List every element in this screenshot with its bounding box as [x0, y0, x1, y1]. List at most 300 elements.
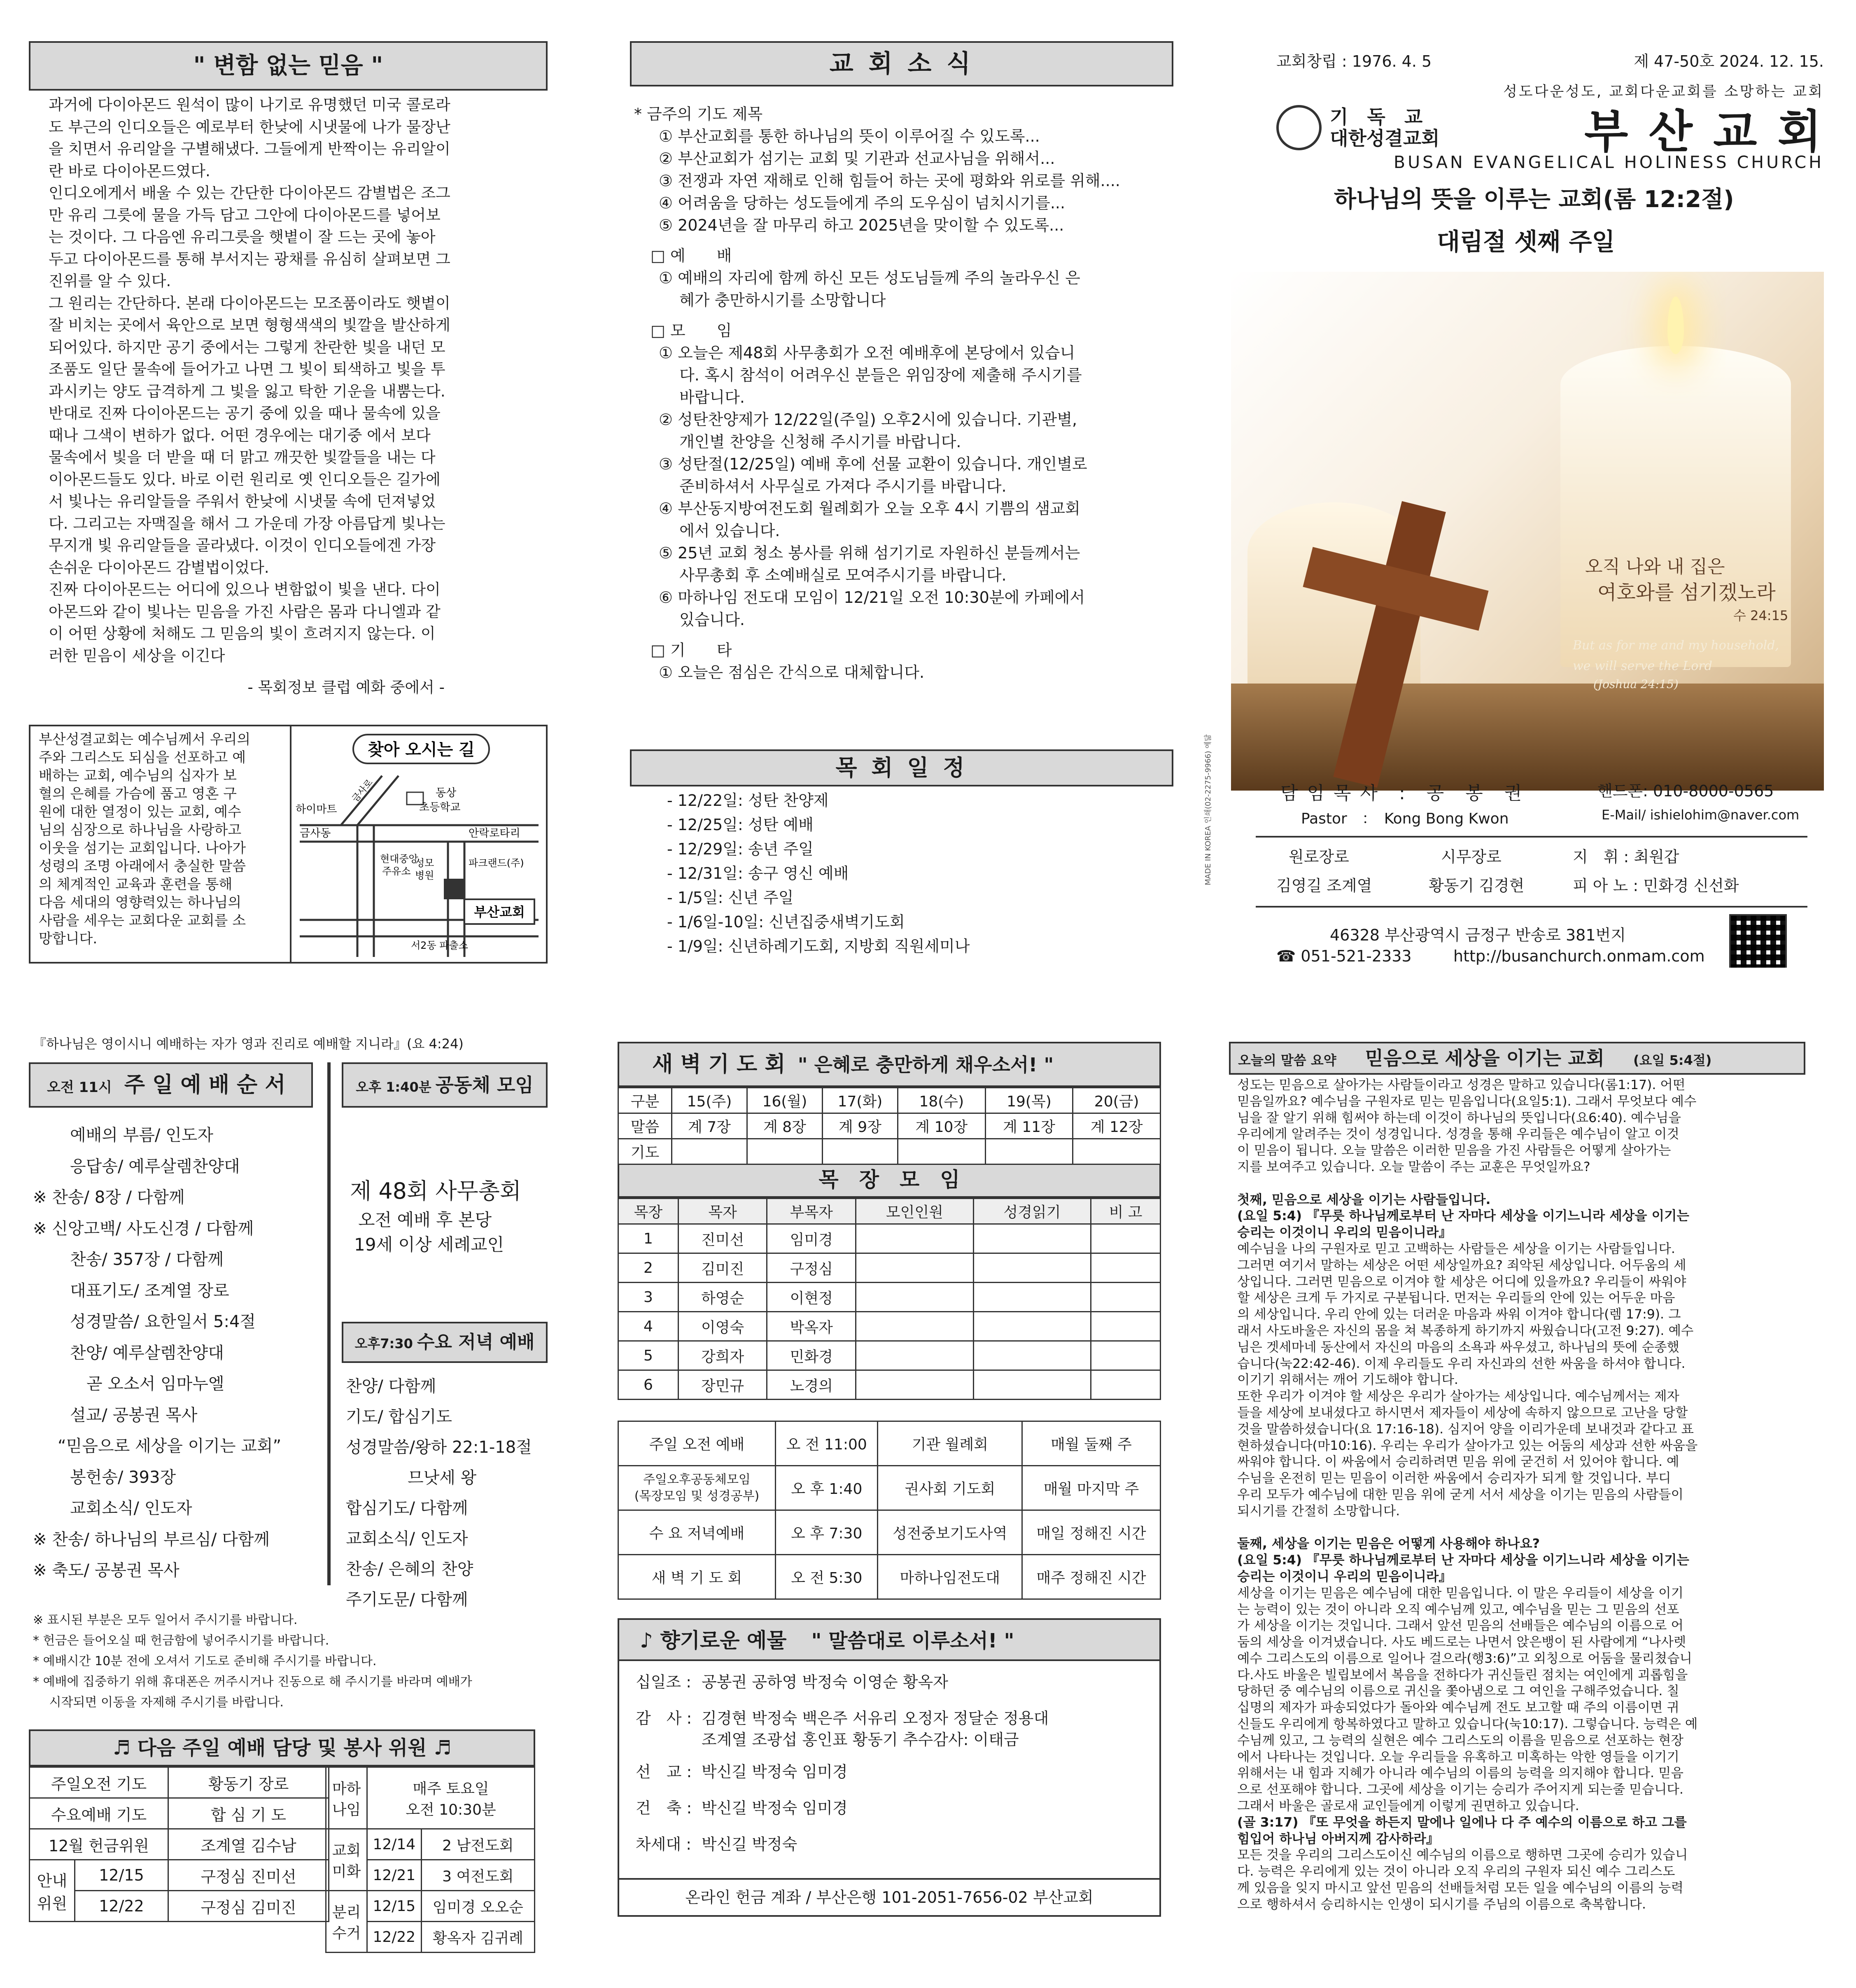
clean-date: 12/21: [367, 1860, 422, 1891]
map-label-statue: 동상: [436, 787, 457, 799]
issue-number: 제 47-50호 2024. 12. 15.: [1634, 52, 1824, 70]
cell-header: 비 고: [1091, 1199, 1161, 1224]
sermon-line: 믿음일까요? 예수님을 구원자로 믿는 믿음입니다(요일5:1). 그래서 무엇보다 예수: [1237, 1094, 1697, 1109]
offering-header: [619, 1620, 1159, 1661]
cover-verse-line-2: 여호와를 섬기겠노라: [1597, 581, 1776, 604]
duty-label: 주일오전 기도: [30, 1767, 168, 1798]
sermon-line: 님을 잘 알기 위해 힘써야 하는데 이것이 하나님의 뜻입니다(요6:40). 예수님을: [1237, 1110, 1681, 1125]
cell-group-cell: 김미진: [678, 1253, 767, 1283]
order-item: 응답송/ 예루살렘찬양대: [70, 1157, 240, 1176]
map-label-school: 초등학교: [419, 801, 461, 814]
service-time-row: [618, 1421, 1161, 1466]
illustration-line: 과거에 다이아몬드 원석이 많이 나기로 유명했던 미국 콜로라: [49, 96, 450, 114]
cell-group-row: [618, 1341, 1161, 1370]
map-title: 찾아 오시는 길: [368, 740, 475, 759]
illustration-line: 을 치면서 유리알을 구별해냈다. 그들에게 반짝이는 유리알이: [49, 140, 450, 158]
recycle-date: 12/15: [367, 1891, 422, 1922]
offering-row: [636, 1795, 1159, 1832]
cell-group-cell: 민화경: [767, 1341, 856, 1370]
staff-divider: [1256, 836, 1807, 838]
sermon-line: 싸워야 합니다. 이 싸움에서 승리하려면 믿음 위에 굳건히 서 있어야 합니다. 예: [1237, 1454, 1679, 1470]
service-time-cell: 오 전 5:30: [776, 1555, 878, 1599]
cell-group-empty: [1091, 1312, 1161, 1341]
dawn-header-row: [618, 1088, 1161, 1113]
sermon-line: [1237, 1520, 1805, 1536]
prayer-item: ⑤ 2024년을 잘 마무리 하고 2025년을 맞이할 수 있도록...: [659, 216, 1064, 234]
intro-line: 님의 심장으로 하나님을 사랑하고: [39, 822, 242, 838]
cell-group-row: [618, 1370, 1161, 1400]
prayer-item: ④ 어려움을 당하는 성도들에게 주의 도우심이 넘치시기를...: [659, 194, 1066, 212]
note-item: ※ 표시된 부분은 모두 일어서 주시기를 바랍니다.: [33, 1613, 298, 1627]
news-body: [630, 103, 1173, 684]
clean-group: 2 남전도회: [421, 1829, 534, 1860]
cell-group-empty: [973, 1224, 1091, 1253]
service-time-row: [618, 1555, 1161, 1599]
sermon-line: 힘입어 하나님 아버지께 감사하라』: [1237, 1831, 1439, 1846]
sermon-line: 예수님을 나의 구원자로 믿고 고백하는 사람들은 세상을 이기는 사람들입니다.: [1237, 1241, 1675, 1256]
cell-group-cell: 4: [618, 1312, 679, 1341]
sermon-line: 할 세상은 크게 두 가지로 구분됩니다. 먼저는 우리들의 안에 있는 어두운 마음: [1237, 1290, 1675, 1306]
cell-group-empty: [973, 1341, 1091, 1370]
sermon-line: 다.사도 바울은 빌립보에서 복음을 전하다가 귀신들린 점치는 여인에게 괴롭힘을: [1237, 1667, 1688, 1682]
panel-sermon-summary: [1229, 1042, 1805, 1968]
dawn-prayer-subtitle: " 은혜로 충만하게 채우소서! ": [797, 1054, 1054, 1076]
cell-group-empty: [856, 1341, 974, 1370]
community-title: 공동체 모임: [435, 1074, 534, 1096]
note-item: 시작되면 이동을 자제해 주시기를 바랍니다.: [33, 1695, 284, 1710]
map-label-gas: 주유소: [382, 866, 411, 877]
flame-icon: [1667, 296, 1684, 354]
cell-group-empty: [1091, 1253, 1161, 1283]
church-tel: ☎ 051-521-2333: [1276, 947, 1412, 965]
clean-label: 교회미화: [326, 1829, 367, 1891]
pastor-phone: 핸드폰: 010-8000-0565: [1597, 782, 1774, 800]
dawn-cell: 계 10장: [898, 1113, 985, 1139]
cell-group-cell: 구정심: [767, 1253, 856, 1283]
cell-group-row: [618, 1312, 1161, 1341]
order-item: ※ 찬송/ 8장 / 다함께: [33, 1188, 185, 1207]
sermon-line: 현하셨습니다(마10:16). 우리는 우리가 살아가고 있는 어둠의 세상과 선한 싸움을: [1237, 1438, 1698, 1453]
dawn-cell: 계 9장: [822, 1113, 898, 1139]
meeting-item: 준비하셔서 사무실로 가져다 주시기를 바랍니다.: [659, 477, 1007, 495]
schedule-item: - 12/29일: 송년 주일: [667, 840, 814, 858]
sermon-line: 우리에게 알려주는 것이 성경입니다. 성경을 통해 우리들은 예수님이 알고 이것: [1237, 1127, 1679, 1142]
meeting-item: 있습니다.: [659, 611, 745, 629]
offering-names: 박신길 박정숙 임미경: [702, 1763, 848, 1781]
meeting-item: 개인별 찬양을 신청해 주시기를 바랍니다.: [659, 433, 961, 451]
directions-map: [290, 726, 546, 962]
service-time-row: [618, 1510, 1161, 1555]
order-item: 곧 오소서 임마누엘: [86, 1374, 224, 1393]
sunday-order-title: 주 일 예 배 순 서: [124, 1073, 286, 1097]
cell-group-empty: [1091, 1224, 1161, 1253]
meeting-list: [630, 342, 1173, 631]
service-time-cell: 매일 정해진 시간: [1022, 1510, 1161, 1555]
cell-group-cell: 5: [618, 1341, 679, 1370]
worship-item: 혜가 충만하시기를 소망합니다: [659, 291, 886, 309]
cell-group-row: [618, 1253, 1161, 1283]
service-time-cell: 오 후 1:40: [776, 1466, 878, 1510]
etc-list: [630, 661, 1173, 684]
wednesday-item: 찬송/ 은혜의 찬양: [346, 1560, 473, 1579]
cell-group-empty: [856, 1283, 974, 1312]
schedule-list: [667, 789, 970, 959]
note-item: * 예배시간 10분 전에 오셔서 기도로 준비해 주시기를 바랍니다.: [33, 1654, 377, 1668]
dawn-cell: [747, 1139, 822, 1164]
offering-category: 십일조 :: [636, 1673, 692, 1691]
cell-group-cell: 이현정: [767, 1283, 856, 1312]
dawn-word-row: [618, 1113, 1161, 1139]
illustration-line: 이아몬드들도 있다. 바로 이런 원리로 옛 인디오들은 길가에: [49, 470, 441, 488]
sermon-line: 상입니다. 그러면 믿음으로 이겨야 할 세상은 어디에 있을까요? 우리들이 싸워야: [1237, 1274, 1686, 1289]
offering-names: 김경현 박정숙 백은주 서유리 오정자 정달순 정용대: [702, 1709, 1049, 1727]
illustration-line: 그 원리는 간단하다. 본래 다이아몬드는 모조품이라도 햇볕이: [49, 294, 450, 312]
dawn-cell: 17(화): [822, 1088, 898, 1113]
cell-header: 목자: [678, 1199, 767, 1224]
map-label-geumsa: 금사동: [300, 827, 331, 840]
community-time: 오후 1:40분: [356, 1079, 431, 1095]
dawn-cell: 말씀: [618, 1113, 672, 1139]
illustration-line: 도 부근의 인디오들은 예로부터 한낮에 시냇물에 나가 물장난: [49, 118, 450, 136]
service-time-cell: 오 전 11:00: [776, 1421, 878, 1466]
sermon-line: 수님께 있고, 그 능력의 실현은 예수 그리스도의 이름을 믿음으로 선포하는 현장: [1237, 1733, 1683, 1748]
cell-group-row: [618, 1224, 1161, 1253]
wednesday-item: 주기도문/ 다함께: [346, 1590, 468, 1609]
etc-item: ① 오늘은 점심은 간식으로 대체합니다.: [659, 663, 925, 681]
service-time-row: [618, 1466, 1161, 1510]
church-intro-box: [29, 725, 548, 964]
offering-list: [619, 1661, 1159, 1868]
dawn-cell: [672, 1139, 747, 1164]
order-item: 예배의 부름/ 인도자: [70, 1126, 214, 1145]
sermon-line: 되시기를 간절히 소망합니다.: [1237, 1503, 1400, 1519]
intro-line: 다음 세대의 영향력있는 하나님의: [39, 894, 242, 911]
service-time-cell: 주일오후공동체모임 (목장모임 및 성경공부): [618, 1466, 776, 1510]
sermon-line: 승리는 이것이니 우리의 믿음이니라』: [1237, 1569, 1452, 1584]
sermon-line: 십명의 제자가 파송되었다가 돌아와 예수님께 전도 보고할 때 주의 이름이면 귀: [1237, 1700, 1679, 1715]
order-divider: [327, 1062, 331, 1585]
clean-date: 12/14: [367, 1829, 422, 1860]
offering-category: 선 교 :: [636, 1763, 692, 1781]
order-item: 봉헌송/ 393장: [70, 1468, 176, 1487]
sermon-line: 의 세상입니다. 우리 안에 있는 더러운 마음과 싸워 이겨야 합니다(렘 17:9). 그: [1237, 1307, 1681, 1322]
illustration-line: 진짜 다이아몬드는 어디에 있으나 변함없이 빛을 낸다. 다이: [49, 581, 441, 598]
offering-row: [636, 1759, 1159, 1795]
sermon-line: (요일 5:4) 『무릇 하나님께로부터 난 자마다 세상을 이기느니라 세상을 이기는: [1237, 1209, 1689, 1224]
map-label-police: 서2동 파출소: [411, 940, 468, 951]
meeting-item: ⑤ 25년 교회 청소 봉사를 위해 섬기기로 자원하신 분들께서는: [659, 544, 1080, 562]
worship-list: [630, 267, 1173, 311]
note-item: * 헌금은 들어오실 때 헌금함에 넣어주시기를 바랍니다.: [33, 1633, 329, 1648]
dawn-prayer-table: [618, 1087, 1161, 1165]
sermon-line: 당하던 중 예수님의 이름으로 귀신을 쫓아냄으로 그 여인을 구해주었습니다. 칠: [1237, 1684, 1679, 1699]
illustration-title: " 변함 없는 믿음 ": [29, 41, 548, 91]
map-label-hyundai: 현대중앙: [380, 853, 418, 865]
intro-line: 배하는 교회, 예수님의 십자가 보: [39, 768, 237, 784]
illustration-line: 두고 다이아몬드를 통해 부서지는 광채를 유심히 살펴보면 그: [49, 250, 450, 268]
intro-line: 주와 그리스도 되심을 선포하고 예: [39, 749, 246, 766]
active-elders-names: 황동기 김경현: [1429, 877, 1525, 895]
offering-subtitle: " 말씀대로 이루소서! ": [811, 1629, 1014, 1652]
map-roads: [300, 825, 539, 957]
sermon-line: 이 믿음이 됩니다. 오늘 말씀은 이러한 믿음을 가진 사람들은 어떻게 살아가는: [1237, 1143, 1671, 1158]
sermon-line: 이기기 위해서는 깨어 기도해야 합니다.: [1237, 1372, 1458, 1388]
order-item: 설교/ 공봉권 목사: [70, 1405, 198, 1425]
printer-note: MADE IN KOREA 인쇄(02-2275-9966) 예닮: [1204, 734, 1212, 885]
sermon-line: 다. 능력은 우리에게 있는 것이 아니라 오직 우리의 구원자 되신 예수 그리스도: [1237, 1864, 1675, 1879]
sermon-line: 신들도 우리에게 항복하였다고 말하고 있습니다(눅10:17). 그렇습니다. 능력은 예: [1237, 1717, 1698, 1732]
sunday-order-list: [33, 1120, 281, 1587]
sermon-line: 으로 선포해야 합니다. 그곳에 세상을 이기는 승리가 주어지게 되는줄 믿습니다.: [1237, 1782, 1683, 1797]
schedule-title: 목 회 일 정: [630, 749, 1173, 786]
offering-row: [636, 1706, 1159, 1727]
guide-date: 12/15: [75, 1860, 168, 1891]
dawn-cell: 구분: [618, 1088, 672, 1113]
order-item: 찬송/ 357장 / 다함께: [70, 1250, 224, 1269]
dawn-cell: 계 8장: [747, 1113, 822, 1139]
general-assembly-title: 제 48회 사무총회: [350, 1178, 522, 1204]
cover-english-verse-3: (Joshua 24:15): [1593, 677, 1679, 691]
sermon-line: (요일 5:4) 『무릇 하나님께로부터 난 자마다 세상을 이기느니라 세상을 이기는: [1237, 1553, 1689, 1568]
mahanaim-hour: 오전 10:30분: [406, 1801, 496, 1818]
prayer-item: ③ 전쟁과 자연 재해로 인해 힘들어 하는 곳에 평화와 위로를 위해....: [659, 172, 1120, 190]
cell-group-empty: [1091, 1341, 1161, 1370]
sermon-line: 둠의 세상을 이겨냈습니다. 사도 베드로는 나면서 앉은뱅이 된 사람에게 “나사렛: [1237, 1635, 1686, 1650]
wednesday-item: 므낫세 왕: [408, 1468, 477, 1487]
mahanaim-label: 마하나임: [326, 1767, 367, 1829]
pianist: 피 아 노 : 민화경 신선화: [1573, 877, 1739, 895]
pastor-english-name: Pastor ： Kong Bong Kwon: [1301, 810, 1509, 827]
sermon-line: 것을 말씀하셨습니다(요 17:16-18). 심지어 양을 이리가운데 보내것과 같다고 표: [1237, 1421, 1694, 1437]
order-item: 성경말씀/ 요한일서 5:4절: [70, 1312, 256, 1331]
service-time-cell: 새 벽 기 도 회: [618, 1555, 776, 1599]
service-time-cell: 오 후 7:30: [776, 1510, 878, 1555]
schedule-item: - 12/31일: 송구 영신 예배: [667, 864, 849, 882]
cell-group-empty: [1091, 1370, 1161, 1400]
map-label-himart: 하이마트: [296, 803, 337, 816]
illustration-body: [29, 94, 548, 667]
etc-title: □ 기 타: [651, 641, 732, 659]
elders-names: 김영길 조계열: [1276, 877, 1372, 895]
church-theme: 하나님의 뜻을 이루는 교회(롬 12:2절): [1334, 186, 1734, 213]
duty-value: 합 심 기 도: [168, 1798, 329, 1829]
cell-group-empty: [856, 1224, 974, 1253]
service-time-cell: 성전중보기도사역: [878, 1510, 1022, 1555]
map-label-hospital: 병원: [415, 870, 434, 881]
note-item: * 예배에 집중하기 위해 휴대폰은 꺼주시거나 진동으로 해 주시기를 바라며 예배가: [33, 1675, 472, 1689]
sermon-line: [1237, 1176, 1805, 1192]
cell-group-cell: 6: [618, 1370, 679, 1400]
sermon-title: 믿음으로 세상을 이기는 교회: [1365, 1047, 1604, 1069]
dawn-cell: 18(수): [898, 1088, 985, 1113]
church-name: 부 산 교 회: [1584, 105, 1824, 158]
cell-group-cell: 이영숙: [678, 1312, 767, 1341]
illustration-line: 잘 비치는 곳에서 육안으로 보면 형형색색의 빛깔을 발산하게: [49, 316, 450, 334]
recycle-date: 12/22: [367, 1922, 422, 1953]
illustration-line: 인디오에게서 배울 수 있는 간단한 다이아몬드 감별법은 조그: [49, 184, 450, 202]
cover-verse-line-1: 오직 나와 내 집은: [1585, 556, 1725, 577]
sermon-header: [1229, 1042, 1805, 1075]
illustration-line: 반대로 진짜 다이아몬드는 공기 중에 있을 때나 물속에 있을: [49, 404, 441, 422]
illustration-line: 조품도 일단 물속에 들어가고 나면 그 빛이 퇴색하고 빛을 투: [49, 360, 445, 378]
dawn-cell: 16(월): [747, 1088, 822, 1113]
general-assembly-who: 19세 이상 세례교인: [354, 1234, 504, 1255]
dawn-cell: 20(금): [1073, 1088, 1161, 1113]
map-svg: [291, 726, 548, 962]
service-time-cell: 매월 둘째 주: [1022, 1421, 1161, 1466]
order-item: 찬양/ 예루살렘찬양대: [70, 1343, 224, 1363]
bible-icon: [1231, 684, 1824, 791]
illustration-line: 되어있다. 하지만 공기 중에서는 그렇게 찬란한 빛을 내던 모: [49, 338, 445, 356]
cell-group-cell: 임미경: [767, 1224, 856, 1253]
panel-cover: [1231, 41, 1824, 968]
cell-group-empty: [973, 1283, 1091, 1312]
cell-group-cell: 장민규: [678, 1370, 767, 1400]
illustration-line: 이 어떤 상황에 처해도 그 믿음의 빛이 흐려지지 않는다. 이: [49, 625, 436, 642]
meeting-item: ② 성탄찬양제가 12/22일(주일) 오후2시에 있습니다. 기관별,: [659, 411, 1077, 429]
conductor: 지 휘 : 최원갑: [1573, 848, 1679, 866]
duty-value: 황동기 장로: [168, 1767, 329, 1798]
worship-title: □ 예 배: [651, 247, 732, 265]
offering-names: 박신길 박정숙 임미경: [702, 1799, 848, 1817]
denomination-1: 기 독 교: [1330, 106, 1423, 128]
service-time-cell: 주일 오전 예배: [618, 1421, 776, 1466]
service-time-cell: 마하나임전도대: [878, 1555, 1022, 1599]
panel-worship-order: [29, 1034, 552, 1968]
intro-line: 혈의 은혜를 가슴에 품고 영혼 구: [39, 786, 237, 802]
cell-group-empty: [973, 1312, 1091, 1341]
sermon-line: 세상을 이기는 믿음은 예수님에 대한 믿음입니다. 이 말은 우리들이 세상을 이기: [1237, 1585, 1683, 1601]
offering-box: [618, 1618, 1161, 1917]
sermon-line: 성도는 믿음으로 살아가는 사람들이라고 성경은 말하고 있습니다(롬1:17). 어떤: [1237, 1078, 1686, 1092]
service-time-cell: 기관 월례회: [878, 1421, 1022, 1466]
offering-row: [636, 1832, 1159, 1868]
cell-group-cell: 노경의: [767, 1370, 856, 1400]
schedule-item: - 1/6일-10일: 신년집중새벽기도회: [667, 913, 905, 931]
order-item: 대표기도/ 조계열 장로: [70, 1281, 229, 1300]
pastor-name: 담 임 목 사 : 공 봉 권: [1280, 783, 1524, 804]
intro-line: 원에 대한 열정이 있는 교회, 예수: [39, 804, 241, 820]
cell-group-cell: 하영순: [678, 1283, 767, 1312]
elders-label: 원로장로: [1289, 848, 1349, 866]
meeting-item: 사무총회 후 소예배실로 모여주시기를 바랍니다.: [659, 566, 1007, 584]
sermon-line: (골 3:17) 『또 무엇을 하든지 말에나 일에나 다 주 예수의 이름으로 하고 그를: [1237, 1815, 1687, 1830]
dawn-prayer-row: [618, 1139, 1161, 1164]
sermon-line: 께 있음을 잊지 마시고 앞선 믿음의 선배들처럼 모든 일을 예수님의 이름의 능력: [1237, 1881, 1683, 1896]
cell-group-cell: 강희자: [678, 1341, 767, 1370]
duty-label: 12월 헌금위원: [30, 1829, 168, 1860]
sunday-name: 대림절 셋째 주일: [1437, 228, 1615, 256]
slogan: 성도다운성도, 교회다운교회를 소망하는 교회: [1503, 84, 1824, 100]
intro-line: 이웃을 섬기는 교회입니다. 나아가: [39, 840, 246, 856]
cell-group-cell: 1: [618, 1224, 679, 1253]
recycle-label: 분리수거: [326, 1891, 367, 1953]
service-time-cell: 권사회 기도회: [878, 1466, 1022, 1510]
sermon-line: 우리 모두가 예수님에 대한 믿음 위에 굳게 서서 세상을 이기는 믿음의 사람들이: [1237, 1487, 1683, 1502]
online-account: 온라인 헌금 계좌 / 부산은행 101-2051-7656-02 부산교회: [619, 1878, 1159, 1915]
wednesday-item: 찬양/ 다함께: [346, 1377, 436, 1396]
service-time-cell: 수 요 저녁예배: [618, 1510, 776, 1555]
illustration-line: 때나 그색이 변하가 없다. 어떤 경우에는 대기중 에서 보다: [49, 426, 431, 444]
service-times-table: [618, 1421, 1161, 1600]
guide-names: 구정심 진미선: [168, 1860, 329, 1891]
offering-names: 박신길 박정숙: [702, 1835, 797, 1853]
cell-group-cell: 진미선: [678, 1224, 767, 1253]
order-item: ※ 찬송/ 하나님의 부르심/ 다함께: [33, 1530, 270, 1549]
map-label-church: 부산교회: [474, 904, 525, 920]
illustration-line: 는 것이다. 그 다음엔 유리그릇을 햇볕이 잘 드는 곳에 놓아: [49, 228, 436, 246]
clean-group: 3 여전도회: [421, 1860, 534, 1891]
offering-title: ♪ 향기로운 예물: [640, 1629, 787, 1652]
order-item: ※ 축도/ 공봉권 목사: [33, 1561, 180, 1580]
worship-notes: [33, 1610, 472, 1713]
cell-group-empty: [856, 1312, 974, 1341]
offering-category: 감 사 :: [636, 1709, 692, 1727]
staff-divider-2: [1256, 906, 1807, 908]
panel-church-news: [630, 41, 1173, 968]
illustration-line: 과시키는 양도 급격하게 그 빛을 잃고 탁한 기운을 내뿜는다.: [49, 382, 445, 400]
cell-group-row: [618, 1283, 1161, 1312]
cover-verse-ref: 수 24:15: [1733, 608, 1788, 623]
illustration-source: - 목회정보 클럽 예화 중에서 -: [247, 679, 445, 696]
sermon-line: 위해서는 내 힘과 지혜가 아니라 예수님의 이름의 능력을 의지해야 합니다. 믿음: [1237, 1766, 1683, 1781]
sunday-order-time: 오전 11시: [47, 1079, 112, 1096]
cell-header: 부목자: [767, 1199, 856, 1224]
sermon-line: 수님을 온전히 믿는 믿음이 이러한 싸움에서 승리자가 되게 할 것입니다. 부디: [1237, 1471, 1671, 1486]
worship-verse: 『하나님은 영이시니 예배하는 자가 영과 진리로 예배할 지니라』(요 4:24): [33, 1036, 464, 1052]
map-label-geumsaro: 금사로: [350, 777, 375, 805]
cell-group-cell: 2: [618, 1253, 679, 1283]
map-label-seongmo: 성모: [415, 857, 434, 869]
offering-names: 공봉권 공하영 박정숙 이영순 황옥자: [702, 1673, 948, 1691]
cell-header: 모인인원: [856, 1199, 974, 1224]
wednesday-item: 기도/ 합심기도: [346, 1407, 452, 1426]
recycle-names: 황옥자 김귀례: [421, 1922, 534, 1953]
dawn-cell: 19(목): [985, 1088, 1073, 1113]
cell-header: 목장: [618, 1199, 679, 1224]
sermon-line: 또한 우리가 이겨야 할 세상은 우리가 살아가는 세상입니다. 예수님께서는 제자: [1237, 1389, 1679, 1404]
sermon-line: 예수 그리스도의 이름으로 일어나 걸으라(행3:6)”고 외칭으로 어둠을 물리쳤습니: [1237, 1651, 1692, 1666]
sermon-line: 습니다(눅22:42-46). 이제 우리들도 우리 자신과의 선한 싸움을 하셔야 합니다.: [1237, 1356, 1686, 1371]
prayer-title: * 금주의 기도 제목: [634, 105, 763, 123]
qr-code-icon: [1729, 914, 1787, 968]
cover-english-verse-2: we will serve the Lord: [1573, 659, 1712, 673]
dawn-prayer-title: 새 벽 기 도 회: [652, 1052, 786, 1077]
church-intro-text: [39, 730, 294, 948]
panel-sermon-illustration: [29, 41, 548, 968]
sunday-order-header: [29, 1062, 313, 1108]
intro-line: 부산성결교회는 예수님께서 우리의: [39, 731, 251, 748]
dawn-cell: [822, 1139, 898, 1164]
sermon-line: 모든 것을 우리의 그리스도이신 예수님의 이름으로 행하면 그곳에 승리가 있습니: [1237, 1848, 1688, 1863]
church-website[interactable]: http://busanchurch.onmam.com: [1453, 947, 1705, 965]
meeting-item: ① 오늘은 제48회 사무총회가 오전 예배후에 본당에서 있습니: [659, 344, 1075, 362]
duty-title: ♬ 다음 주일 예배 담당 및 봉사 위원 ♬: [29, 1729, 535, 1766]
church-address: 46328 부산광역시 금정구 반송로 381번지: [1330, 926, 1626, 944]
cover-english-verse-1: But as for me and my household,: [1573, 638, 1779, 653]
meeting-item: 바랍니다.: [659, 388, 745, 406]
wednesday-item: 합심기도/ 다함께: [346, 1499, 468, 1518]
church-marker-icon: [444, 879, 464, 899]
meeting-item: 에서 있습니다.: [659, 522, 780, 540]
cell-group-empty: [856, 1253, 974, 1283]
community-header: [342, 1062, 548, 1108]
sermon-line: 그러면 여기서 말하는 세상은 어떤 세상일까요? 죄악된 세상입니다. 어두움의 세: [1237, 1258, 1686, 1273]
schedule-item: - 1/5일: 신년 주일: [667, 889, 794, 907]
cell-group-table: [618, 1198, 1161, 1400]
cell-group-empty: [1091, 1283, 1161, 1312]
intro-line: 성령의 조명 아래에서 충실한 말씀: [39, 858, 246, 875]
